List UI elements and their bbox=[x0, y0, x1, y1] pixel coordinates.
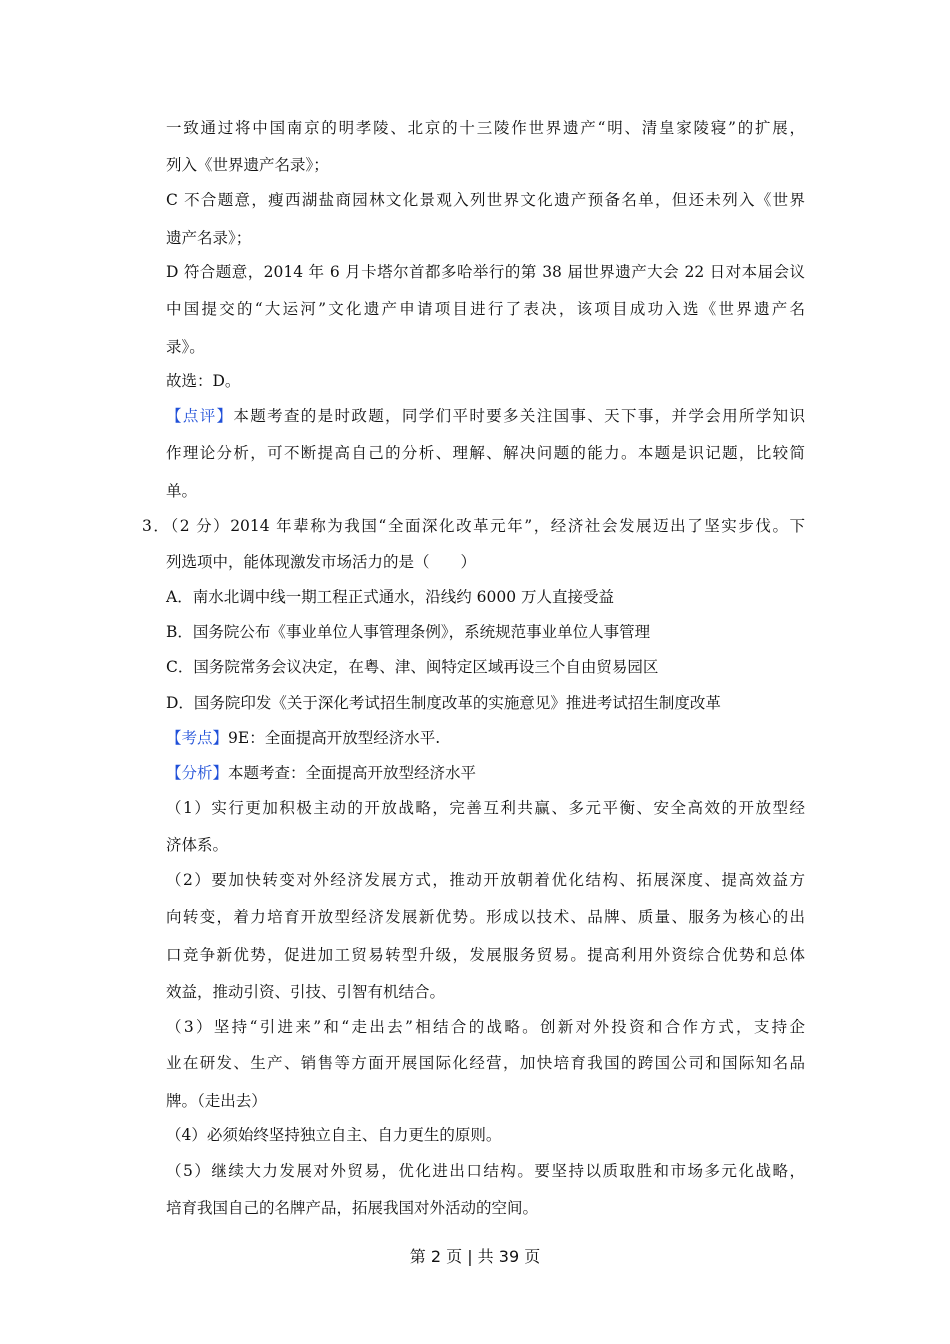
line-text: 9E：全面提高开放型经济水平. bbox=[228, 729, 441, 747]
text-line bbox=[166, 371, 805, 391]
text-line bbox=[166, 406, 805, 426]
line-text: D．国务院印发《关于深化考试招生制度改革的实施意见》推进考试招生制度改革 bbox=[166, 694, 721, 712]
line-text: 列入《世界遗产名录》； bbox=[166, 156, 329, 174]
line-text: 牌。（走出去） bbox=[166, 1092, 267, 1110]
text-line bbox=[166, 798, 805, 818]
text-line bbox=[166, 1091, 805, 1111]
line-text: B．国务院公布《事业单位人事管理条例》，系统规范事业单位人事管理 bbox=[166, 623, 651, 641]
line-text: （3）坚持“引进来”和“走出去”相结合的战略。创新对外投资和合作方式，支持企 bbox=[166, 1018, 805, 1036]
line-text: D 符合题意，2014 年 6 月卡塔尔首都多哈举行的第 38 届世界遗产大会 22 日对本届会议 bbox=[166, 263, 805, 281]
line-text: 3．（2 分）2014 年辈称为我国“全面深化改革元年”，经济社会发展迈出了坚实步伐。下 bbox=[142, 517, 805, 535]
text-line bbox=[166, 1053, 805, 1073]
text-line bbox=[166, 1198, 805, 1218]
text-line bbox=[166, 337, 805, 357]
line-text: （4）必须始终坚持独立自主、自力更生的原则。 bbox=[166, 1126, 502, 1144]
text-line bbox=[166, 552, 805, 572]
line-text: 业在研发、生产、销售等方面开展国际化经营，加快培育我国的跨国公司和国际知名品 bbox=[166, 1054, 805, 1072]
text-line bbox=[166, 907, 805, 927]
text-line bbox=[166, 299, 805, 319]
text-line bbox=[166, 728, 805, 748]
text-line bbox=[166, 657, 805, 677]
text-line bbox=[166, 622, 805, 642]
line-text: 故选：D。 bbox=[166, 372, 241, 390]
text-line bbox=[166, 481, 805, 501]
line-text: 济体系。 bbox=[166, 836, 229, 854]
text-line bbox=[166, 835, 805, 855]
line-text: 录》。 bbox=[166, 338, 205, 356]
line-text: （1）实行更加积极主动的开放战略，完善互利共赢、多元平衡、安全高效的开放型经 bbox=[166, 799, 805, 817]
text-line bbox=[166, 262, 805, 282]
line-text: 本题考查的是时政题，同学们平时要多关注国事、天下事，并学会用所学知识 bbox=[233, 407, 805, 425]
text-line bbox=[142, 516, 805, 536]
text-line bbox=[166, 945, 805, 965]
text-line bbox=[166, 1161, 805, 1181]
line-text: 培育我国自己的名牌产品，拓展我国对外活动的空间。 bbox=[166, 1199, 539, 1217]
line-text: （5）继续大力发展对外贸易，优化进出口结构。要坚持以质取胜和市场多元化战略， bbox=[166, 1162, 805, 1180]
section-tag: 【考点】 bbox=[166, 729, 229, 747]
text-line bbox=[166, 1017, 805, 1037]
page-footer: 第 2 页 | 共 39 页 bbox=[409, 1247, 541, 1266]
line-text: 遗产名录》； bbox=[166, 229, 252, 247]
text-line bbox=[166, 982, 805, 1002]
text-line bbox=[166, 118, 805, 138]
line-text: 效益，推动引资、引技、引智有机结合。 bbox=[166, 983, 446, 1001]
text-line bbox=[166, 1125, 805, 1145]
line-text: A．南水北调中线一期工程正式通水，沿线约 6000 万人直接受益 bbox=[166, 588, 614, 606]
line-text: 列选项中，能体现激发市场活力的是（ ） bbox=[166, 553, 477, 571]
text-line bbox=[166, 155, 805, 175]
line-text: 作理论分析，可不断提高自己的分析、理解、解决问题的能力。本题是识记题，比较简 bbox=[166, 444, 805, 462]
text-line bbox=[166, 190, 805, 210]
line-text: 单。 bbox=[166, 482, 198, 500]
line-text: 中国提交的“大运河”文化遗产申请项目进行了表决，该项目成功入选《世界遗产名 bbox=[166, 300, 805, 318]
line-text: 向转变，着力培育开放型经济发展新优势。形成以技术、品牌、质量、服务为核心的出 bbox=[166, 908, 805, 926]
text-line bbox=[166, 587, 805, 607]
text-line bbox=[166, 870, 805, 890]
section-tag: 【分析】 bbox=[166, 764, 229, 782]
line-text: C．国务院常务会议决定，在粤、津、闽特定区域再设三个自由贸易园区 bbox=[166, 658, 659, 676]
line-text: （2）要加快转变对外经济发展方式，推动开放朝着优化结构、拓展深度、提高效益方 bbox=[166, 871, 805, 889]
line-text: 一致通过将中国南京的明孝陵、北京的十三陵作世界遗产“明、清皇家陵寝”的扩展， bbox=[166, 119, 805, 137]
line-text: 口竞争新优势，促进加工贸易转型升级，发展服务贸易。提高利用外资综合优势和总体 bbox=[166, 946, 805, 964]
text-line bbox=[166, 763, 805, 783]
text-line bbox=[166, 228, 805, 248]
text-line bbox=[166, 693, 805, 713]
line-text: C 不合题意，瘦西湖盐商园林文化景观入列世界文化遗产预备名单，但还未列入《世界 bbox=[166, 191, 805, 209]
line-text: 本题考查：全面提高开放型经济水平 bbox=[228, 764, 477, 782]
section-tag: 【点评】 bbox=[166, 407, 234, 425]
text-line bbox=[166, 443, 805, 463]
